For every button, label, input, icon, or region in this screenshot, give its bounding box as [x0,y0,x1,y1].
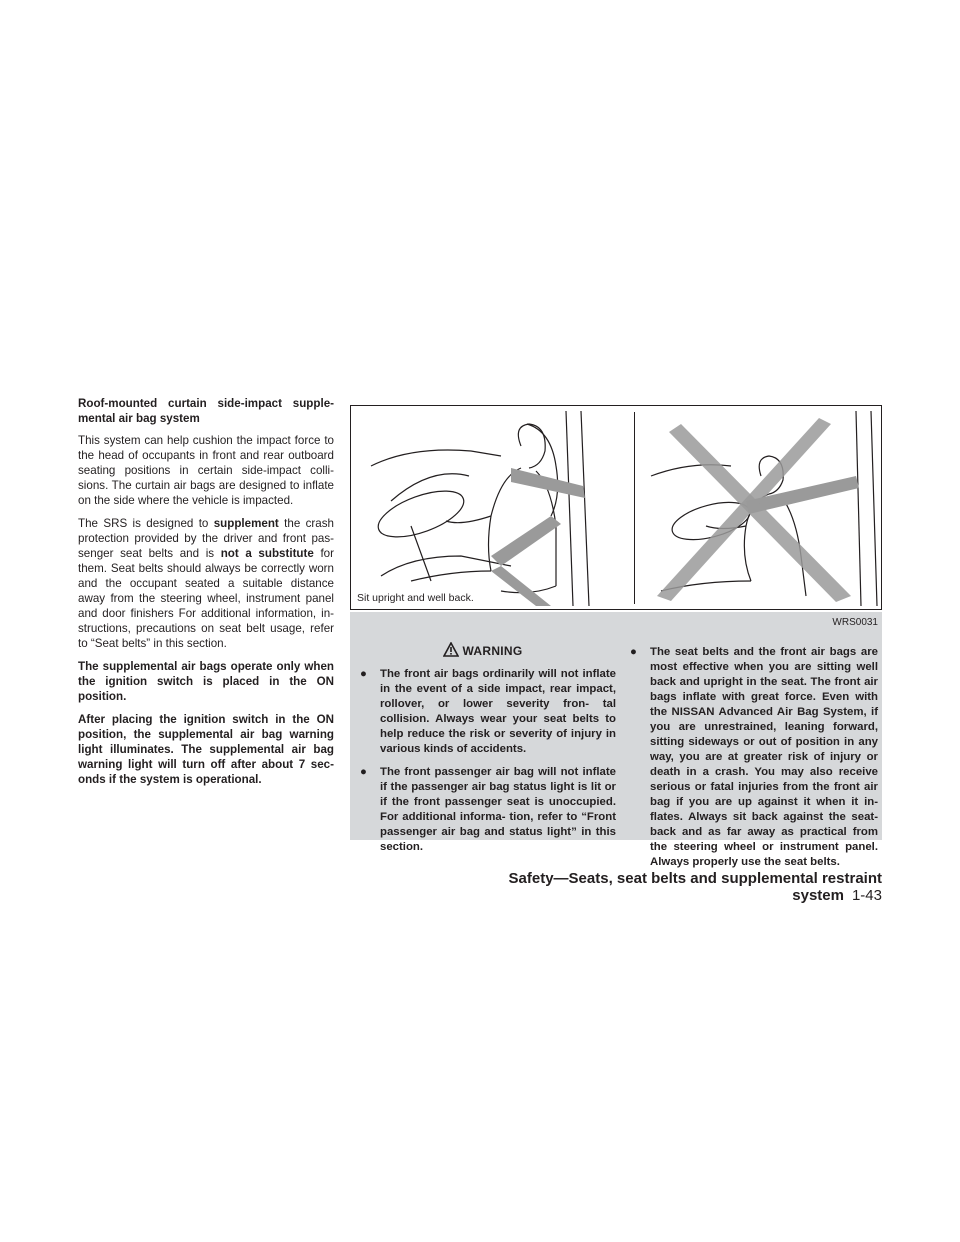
seating-drawing [351,406,881,609]
page-number: 1-43 [851,887,882,904]
paragraph-srs-supplement [78,516,334,651]
paragraph-curtain-airbag: This system can help cushion the impact force to the head of occupants in front and rear outboard seating positions in certain side-impact colli- sions. The curtain air bags are designed to inflate on the side where the vehicle is impacted. [78,434,334,507]
emphasis-not-substitute: not a substitute [220,547,314,560]
paragraph-warning-light: After placing the ignition switch in the ON position, the supplemental air bag warning light illuminates. The supplemental air bag warning light will turn off after about 7 sec- onds if the system is operational. [78,713,334,786]
warning-column-right [628,645,878,878]
bullet-dot: ● [360,668,367,680]
text-run: the crash protection provided by the driver and front pas- senger seat belts and is [78,517,334,560]
body-column-left [78,396,334,795]
bullet-dot: ● [360,766,367,778]
seating-illustration [350,405,882,610]
warning-bullet-text: The front passenger air bag will not inflate if the passenger air bag status light is lit or if the front passenger seat is unoccupied. For additional informa- tion, refer to “Front passenger air bag and status light” in this section. [380,766,616,853]
warning-bullet [628,645,878,870]
figure-code-bar [350,612,882,634]
warning-bullet [358,667,616,757]
warning-triangle-icon [443,642,459,660]
warning-box [350,634,882,868]
warning-column-left [358,667,616,863]
page-footer [436,870,882,904]
text-run: The SRS is designed to [78,517,214,530]
warning-bullet-text: The front air bags ordinarily will not inflate in the event of a side impact, rear impact, rollover, or lower severity fron- tal collision. Always wear your seat belts to help reduce the risk or severity of injury in various kinds of accidents. [380,668,616,755]
warning-title-text: WARNING [462,644,523,658]
text-run: for them. Seat belts should always be correctly worn and the occupant seated a suitable distance away from the steering wheel, instrument panel and door finishers For additional information, in- structions, precautions on seat belt usage, refer to “Seat belts” in this section. [78,547,334,650]
warning-title [350,642,616,660]
section-heading: Roof-mounted curtain side-impact supple- mental air bag system [78,397,334,425]
warning-bullet [358,765,616,855]
figure-code: WRS0031 [832,617,878,628]
figure-divider [634,412,635,604]
emphasis-supplement: supplement [213,517,279,530]
figure-caption: Sit upright and well back. [357,592,474,604]
paragraph-ignition-on: The supplemental air bags operate only when the ignition switch is placed in the ON position. [78,660,334,703]
bullet-dot: ● [630,646,637,658]
warning-bullet-text: The seat belts and the front air bags are most effective when you are sitting well back and upright in the seat. The front air bags inflate with great force. Even with the NISSAN Advanced Air Bag System, if you are unrestrained, leaning forward, sitting sideways or out of position in any way, you are at greater risk of injury or death in a crash. You may also receive serious or fatal injuries from the front air bag if you are up against it when it in- flates. Always sit back against the seat- back and as far away as practical from the steering wheel or instrument panel. Always properly use the seat belts. [650,646,878,868]
footer-chapter-title: Safety—Seats, seat belts and supplemental restraint system [508,870,882,904]
